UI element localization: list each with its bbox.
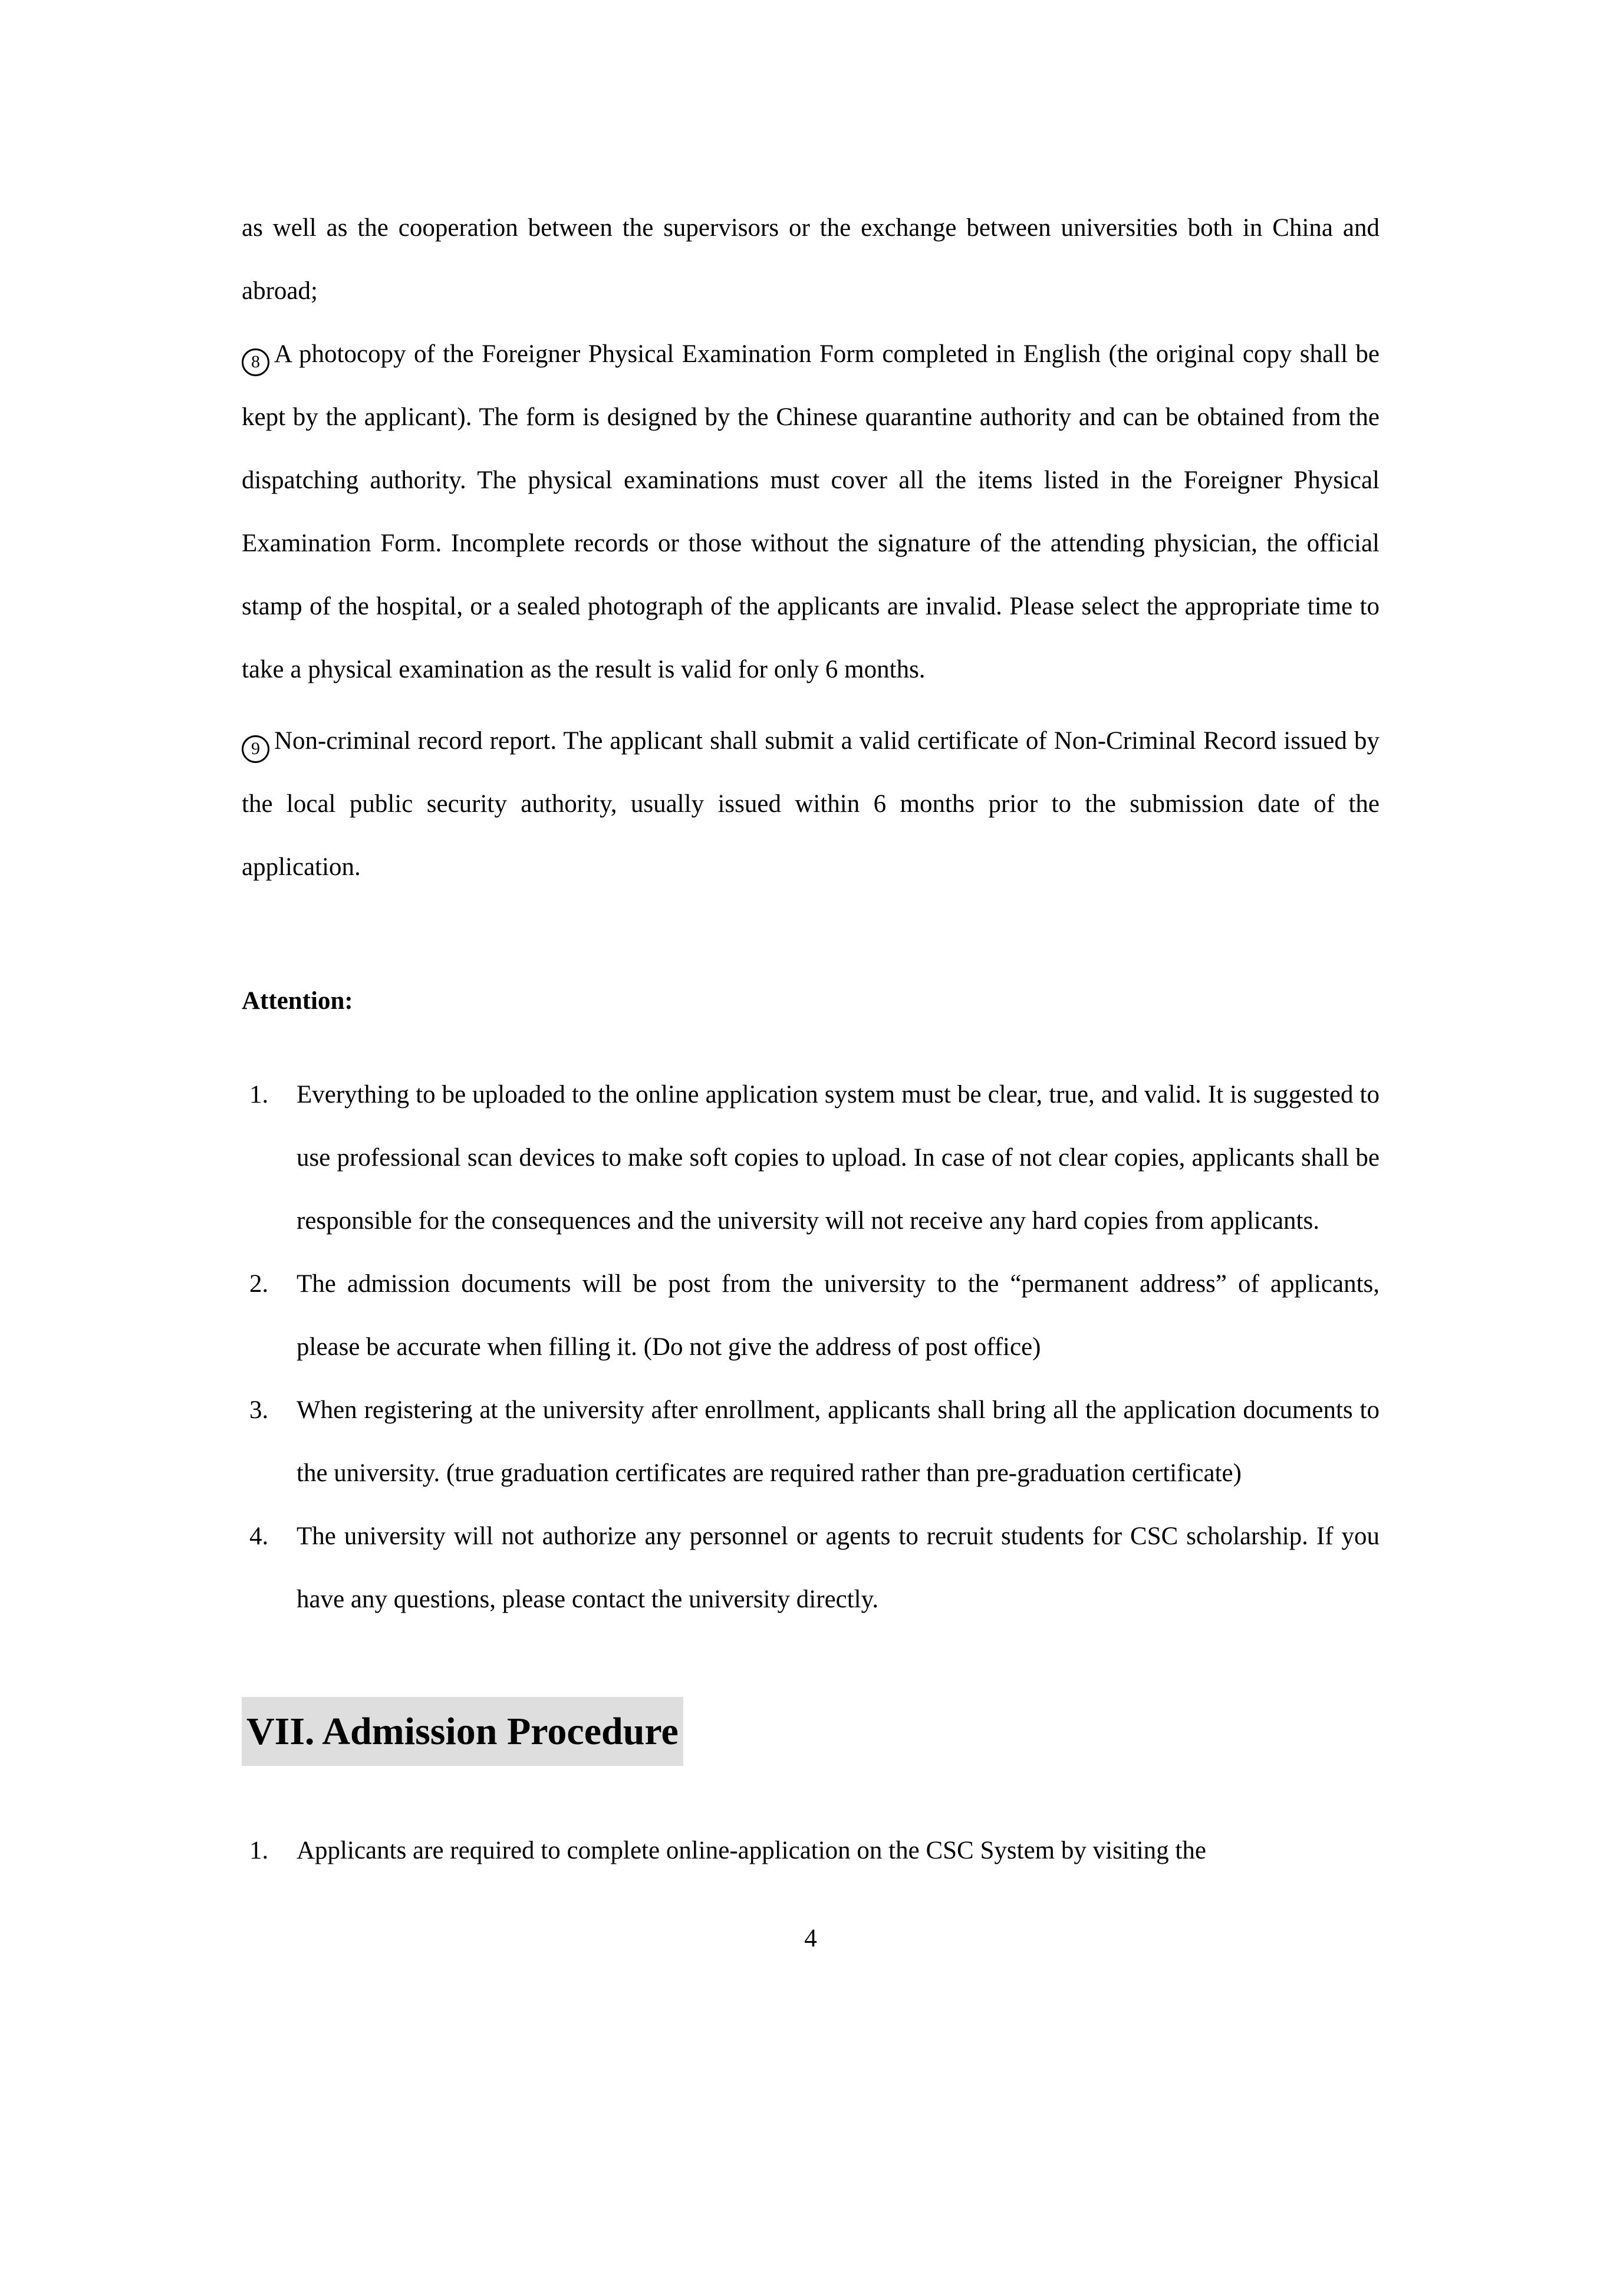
list-item (242, 1819, 1380, 1882)
attention-heading: Attention: (242, 987, 353, 1015)
item-9-text: Non-criminal record report. The applicant shall submit a valid certificate of Non-Criminal Record issued by the local public security authority, usually issued within 6 months prior to the submission date of the application. (242, 727, 1380, 881)
list-item-number: 1. (249, 1837, 269, 1864)
list-item-number: 2. (249, 1270, 269, 1298)
list-item (242, 1063, 1380, 1252)
list-item-number: 1. (249, 1081, 269, 1108)
section-vii-heading (242, 1697, 1380, 1766)
item-8-paragraph (242, 323, 1380, 701)
list-item (242, 1252, 1380, 1379)
admission-procedure-list (242, 1819, 1380, 1882)
circled-8-marker: 8 (242, 348, 269, 376)
list-item-number: 4. (249, 1522, 269, 1550)
list-item (242, 1379, 1380, 1505)
list-item (242, 1505, 1380, 1631)
circled-9-marker: 9 (242, 735, 269, 763)
document-page (242, 0, 1380, 1970)
page-number: 4 (804, 1925, 817, 1952)
list-item-text: When registering at the university after enrollment, applicants shall bring all the application documents to the university. (true graduation certificates are required rather than pre-graduation certificate) (297, 1396, 1380, 1487)
intro-paragraph: as well as the cooperation between the supervisors or the exchange between universities both in China and abroad; (242, 214, 1380, 305)
list-item-text: Everything to be uploaded to the online application system must be clear, true, and valid. It is suggested to use professional scan devices to make soft copies to upload. In case of not clear copies, applicants shall be responsible for the consequences and the university will not receive any hard copies from applicants. (297, 1081, 1380, 1235)
item-8-text: A photocopy of the Foreigner Physical Examination Form completed in English (the original copy shall be kept by the applicant). The form is designed by the Chinese quarantine authority and can be obtained from the dispatching authority. The physical examinations must cover all the items listed in the Foreigner Physical Examination Form. Incomplete records or those without the signature of the attending physician, the official stamp of the hospital, or a sealed photograph of the applicants are invalid. Please select the appropriate time to take a physical examination as the result is valid for only 6 months. (242, 340, 1380, 683)
list-item-text: Applicants are required to complete online-application on the CSC System by visiting the (297, 1837, 1206, 1864)
list-item-text: The university will not authorize any personnel or agents to recruit students for CSC scholarship. If you have any questions, please contact the university directly. (297, 1522, 1380, 1613)
item-9-paragraph (242, 709, 1380, 899)
list-item-text: The admission documents will be post from the university to the “permanent address” of applicants, please be accurate when filling it. (Do not give the address of post office) (297, 1270, 1380, 1361)
list-item-number: 3. (249, 1396, 269, 1424)
attention-list (242, 1063, 1380, 1631)
section-vii-heading-highlight: VII. Admission Procedure (242, 1697, 683, 1766)
